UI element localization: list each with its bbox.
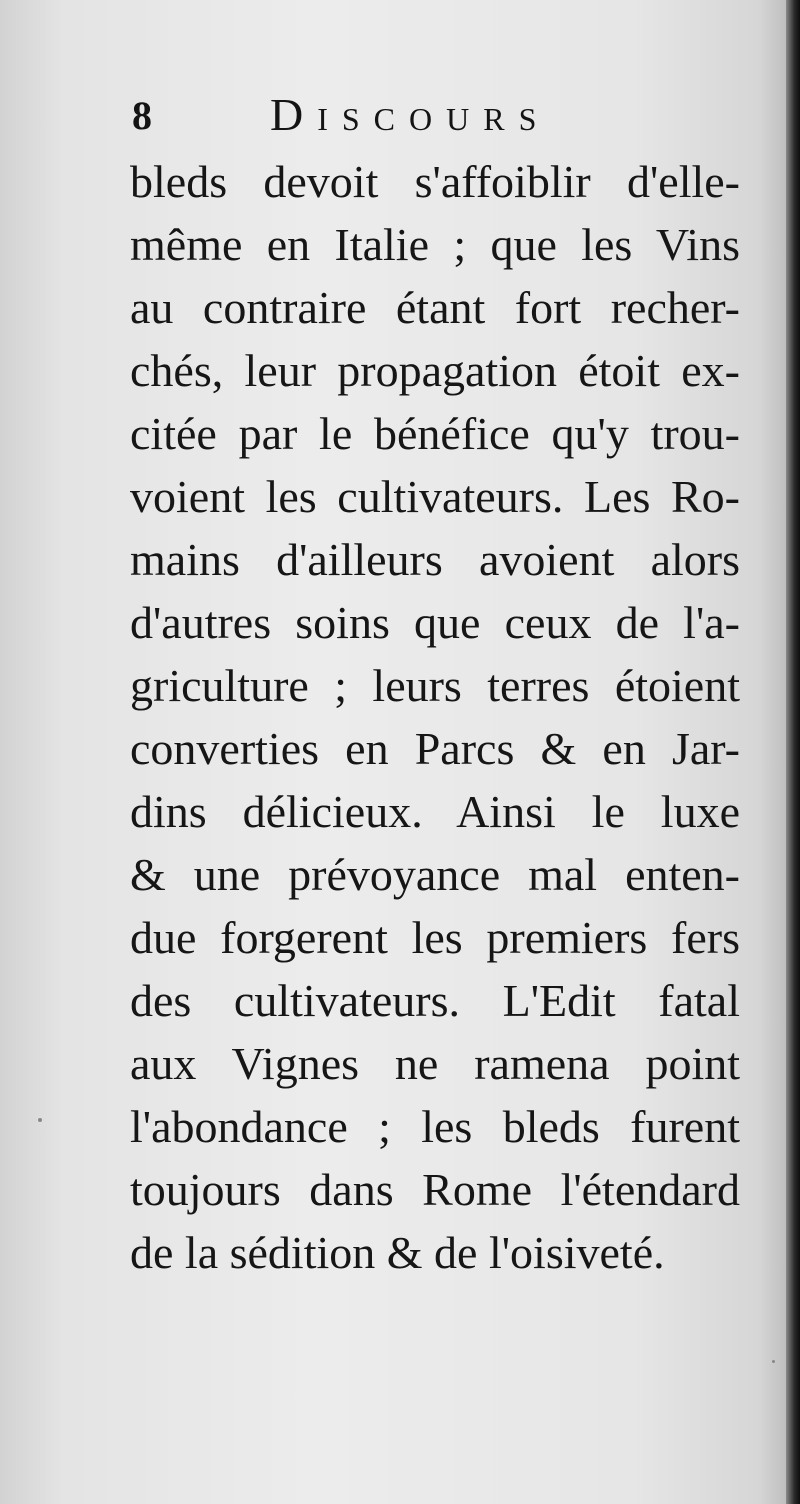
text-line: griculture ; leurs terres étoient — [130, 660, 740, 711]
text-line: citée par le bénéfice qu'y trou- — [130, 408, 740, 459]
text-line: même en Italie ; que les Vins — [130, 219, 740, 270]
text-line: due forgerent les premiers fers — [130, 912, 740, 963]
page-number: 8 — [132, 93, 152, 138]
text-line: voient les cultivateurs. Les Ro- — [130, 471, 740, 522]
text-line: & une prévoyance mal enten- — [130, 849, 740, 900]
text-line: des cultivateurs. L'Edit fatal — [130, 975, 740, 1026]
text-line: aux Vignes ne ramena point — [130, 1038, 740, 1089]
text-line: l'abondance ; les bleds furent — [130, 1101, 740, 1152]
text-line: converties en Parcs & en Jar- — [130, 723, 740, 774]
text-line: bleds devoit s'affoiblir d'elle- — [130, 156, 740, 207]
text-line: toujours dans Rome l'étendard — [130, 1164, 740, 1215]
running-head: Discours — [270, 89, 551, 140]
text-line: dins délicieux. Ainsi le luxe — [130, 786, 740, 837]
page-header — [132, 88, 752, 148]
text-line: chés, leur propagation étoit ex- — [130, 345, 740, 396]
page-edge-shadow — [786, 0, 800, 1504]
text-line: au contraire étant fort recher- — [130, 282, 740, 333]
body-text — [130, 150, 740, 1284]
text-line: de la sédition & de l'oisiveté. — [130, 1227, 665, 1278]
text-line: mains d'ailleurs avoient alors — [130, 534, 740, 585]
paper-speck — [38, 1118, 42, 1122]
paper-speck — [772, 1360, 775, 1363]
text-line: d'autres soins que ceux de l'a- — [130, 597, 740, 648]
